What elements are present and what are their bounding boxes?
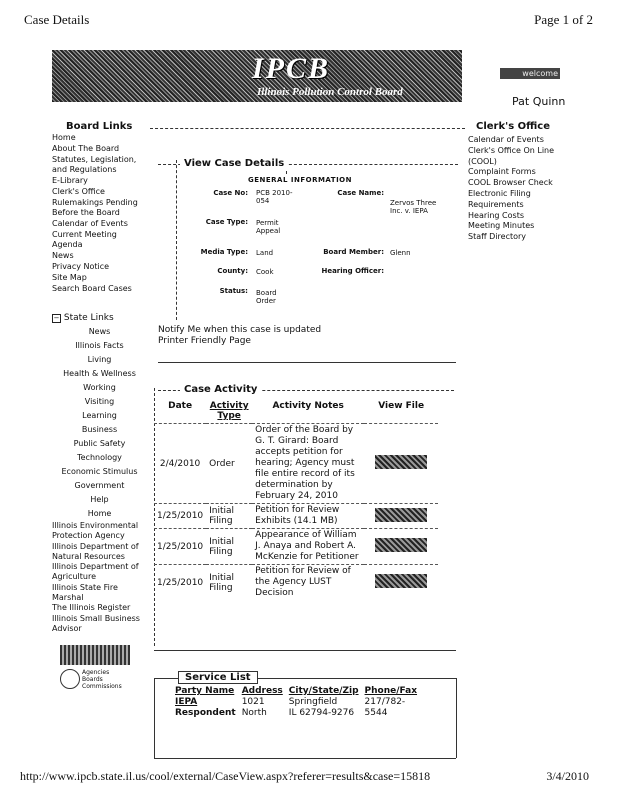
- nav-link[interactable]: About The Board: [52, 143, 120, 153]
- phone-fax: 5544: [364, 708, 388, 718]
- state-link[interactable]: Public Safety: [73, 439, 126, 448]
- state-links-list: [52, 325, 147, 521]
- clerk-link[interactable]: Staff Directory: [468, 232, 527, 242]
- seal-icon: [60, 669, 80, 689]
- city-state-zip: IL 62794-9276: [288, 708, 355, 718]
- activity-notes: Petition for Review of the Agency LUST Decision: [252, 565, 364, 601]
- state-link[interactable]: Living: [87, 355, 112, 364]
- state-link[interactable]: Business: [81, 425, 118, 434]
- nav-link[interactable]: Privacy Notice: [52, 261, 110, 271]
- media-type-label: Media Type:: [200, 248, 248, 256]
- agency-links-list: [52, 521, 147, 634]
- address: North: [241, 708, 267, 718]
- table-row: [172, 697, 420, 708]
- activity-type: Initial Filing: [206, 565, 252, 601]
- party-role: Respondent: [175, 708, 236, 718]
- clerks-office-list: [468, 135, 566, 243]
- case-no-label: Case No:: [213, 189, 248, 197]
- state-link[interactable]: Home: [87, 509, 112, 518]
- collapse-icon[interactable]: −: [53, 314, 60, 322]
- service-table: [172, 685, 420, 719]
- print-header-title: Case Details: [24, 12, 90, 27]
- clerk-link[interactable]: Electronic Filing Requirements: [468, 188, 531, 209]
- state-link[interactable]: Technology: [77, 453, 122, 462]
- media-type-value: Land: [256, 249, 274, 257]
- state-links-title[interactable]: [52, 313, 114, 323]
- nav-link[interactable]: Site Map: [52, 272, 87, 282]
- view-file-button[interactable]: [375, 538, 427, 552]
- details-left-rule: [176, 160, 177, 320]
- activity-type-header[interactable]: Activity Type: [209, 401, 249, 421]
- view-file-cell: [364, 424, 438, 504]
- service-left-rule: [154, 678, 155, 758]
- state-link[interactable]: Visiting: [84, 397, 115, 406]
- nav-link[interactable]: Statutes, Legislation, and Regulations: [52, 154, 137, 175]
- service-bottom-rule: [154, 758, 456, 759]
- state-links-label: State Links: [63, 313, 114, 323]
- agency-link[interactable]: Illinois Environmental Protection Agency: [52, 521, 139, 541]
- state-link[interactable]: Help: [90, 495, 109, 504]
- county-value: Cook: [256, 268, 274, 276]
- view-file-button[interactable]: [375, 455, 427, 469]
- agency-link[interactable]: Illinois Department of Natural Resources: [52, 541, 139, 561]
- activity-date: 1/25/2010: [154, 504, 206, 529]
- address: 1021: [241, 697, 265, 707]
- activity-date: 1/25/2010: [154, 565, 206, 601]
- nav-link[interactable]: Calendar of Events: [52, 218, 128, 228]
- board-member-value: Glenn: [390, 249, 411, 257]
- activity-header-row: [154, 399, 438, 424]
- phone-header[interactable]: Phone/Fax: [364, 686, 418, 696]
- view-file-cell: [364, 504, 438, 529]
- clerk-link[interactable]: Calendar of Events: [468, 135, 544, 144]
- state-link[interactable]: Health & Wellness: [63, 369, 136, 378]
- state-link[interactable]: Economic Stimulus: [61, 467, 138, 476]
- activity-table: [154, 399, 438, 600]
- abc-logo-text: Agencies Boards Commissions: [82, 669, 122, 690]
- view-file-button[interactable]: [375, 574, 427, 588]
- clerk-link[interactable]: Complaint Forms: [468, 167, 536, 177]
- banner-subtitle: Illinois Pollution Control Board: [257, 86, 403, 98]
- agency-logos[interactable]: [60, 645, 130, 697]
- nav-link[interactable]: News: [52, 251, 74, 261]
- state-link[interactable]: Government: [74, 481, 125, 490]
- welcome-badge: welcome: [500, 68, 560, 79]
- clerks-office-title: Clerk's Office: [476, 121, 550, 132]
- hearing-officer-label: Hearing Officer:: [321, 267, 384, 275]
- state-link[interactable]: Learning: [82, 411, 117, 420]
- service-list-title: Service List: [178, 671, 258, 684]
- table-row: [172, 708, 420, 719]
- illinois-logo-image[interactable]: [60, 645, 130, 665]
- general-information-heading: GENERAL INFORMATION: [248, 176, 352, 184]
- county-label: County:: [217, 267, 248, 275]
- city-header[interactable]: City/State/Zip: [288, 686, 359, 696]
- details-bottom-rule: [158, 362, 456, 363]
- nav-link[interactable]: Home: [52, 133, 76, 142]
- print-page-number: Page 1 of 2: [534, 12, 593, 27]
- case-type-value: Permit Appeal: [256, 219, 281, 235]
- activity-type: Initial Filing: [206, 529, 252, 565]
- address-header[interactable]: Address: [241, 686, 283, 696]
- service-right-rule: [456, 678, 457, 758]
- board-links-title: Board Links: [66, 121, 133, 132]
- activity-date: 2/4/2010: [154, 424, 206, 504]
- nav-link[interactable]: Search Board Cases: [52, 283, 132, 293]
- site-banner[interactable]: [52, 50, 462, 102]
- board-links-list: [52, 133, 144, 295]
- status-value: Board Order: [256, 289, 277, 305]
- clerk-link[interactable]: Hearing Costs: [468, 210, 524, 220]
- nav-link[interactable]: Rulemakings Pending Before the Board: [52, 197, 138, 218]
- phone-fax: 217/782-: [364, 697, 406, 707]
- agency-link[interactable]: The Illinois Register: [52, 603, 131, 613]
- state-link[interactable]: Illinois Facts: [75, 341, 124, 350]
- activity-notes: Petition for Review Exhibits (14.1 MB): [252, 504, 364, 529]
- case-name-label: Case Name:: [337, 189, 384, 197]
- state-link[interactable]: Working: [83, 383, 116, 392]
- clerk-link[interactable]: Meeting Minutes: [468, 221, 535, 231]
- agency-link[interactable]: Illinois Small Business Advisor: [52, 613, 140, 633]
- service-header-row: [172, 685, 420, 697]
- header-divider: [150, 128, 465, 129]
- case-name-value: Zervos Three Inc. v. IEPA: [390, 199, 437, 215]
- activity-notes: Order of the Board by G. T. Girard: Board accepts petition for hearing; Agency must file entire record of its determination by February 24, 2010: [252, 424, 364, 504]
- table-row: [154, 504, 438, 529]
- view-case-details-title: View Case Details: [180, 158, 288, 169]
- activity-type: Order: [206, 424, 252, 504]
- table-row: [154, 424, 438, 504]
- activity-type: Initial Filing: [206, 504, 252, 529]
- view-file-button[interactable]: [375, 508, 427, 522]
- agency-link[interactable]: Illinois Department of Agriculture: [52, 562, 139, 582]
- clerk-link[interactable]: Clerk's Office On Line (COOL): [468, 145, 555, 166]
- board-member-label: Board Member:: [323, 248, 384, 256]
- party-name[interactable]: IEPA: [175, 697, 198, 707]
- view-file-cell: [364, 565, 438, 601]
- print-footer-url: http://www.ipcb.state.il.us/cool/external/CaseView.aspx?referer=results&case=15818: [20, 769, 431, 783]
- table-row: [154, 565, 438, 601]
- case-activity-title: Case Activity: [180, 384, 261, 395]
- banner-logo-text: IPCB: [252, 52, 331, 85]
- clerk-link[interactable]: COOL Browser Check: [468, 178, 553, 188]
- nav-link[interactable]: E-Library: [52, 175, 88, 185]
- state-link[interactable]: News: [88, 327, 111, 336]
- activity-notes-header: Activity Notes: [272, 401, 344, 411]
- printer-friendly-link[interactable]: Printer Friendly Page: [158, 336, 251, 346]
- activity-date: 1/25/2010: [154, 529, 206, 565]
- notify-me-link[interactable]: Notify Me when this case is updated: [158, 325, 322, 335]
- table-row: [154, 529, 438, 565]
- notify-block: [158, 325, 321, 347]
- nav-link[interactable]: Current Meeting Agenda: [52, 229, 117, 250]
- city-state-zip: Springfield: [288, 697, 338, 707]
- case-type-label: Case Type:: [205, 218, 248, 226]
- status-label: Status:: [219, 287, 248, 295]
- view-file-header: View File: [378, 401, 425, 411]
- agency-link[interactable]: Illinois State Fire Marshal: [52, 582, 118, 603]
- case-no-value: PCB 2010-054: [256, 189, 293, 205]
- activity-bottom-rule: [154, 650, 456, 651]
- activity-notes: Appearance of William J. Anaya and Robert A. McKenzie for Petitioner: [252, 529, 364, 565]
- print-footer-date: 3/4/2010: [546, 769, 589, 783]
- governor-name: Pat Quinn: [512, 95, 566, 108]
- view-file-cell: [364, 529, 438, 565]
- nav-link[interactable]: Clerk's Office: [52, 186, 105, 196]
- date-header: Date: [168, 401, 193, 411]
- party-name-header[interactable]: Party Name: [175, 686, 235, 696]
